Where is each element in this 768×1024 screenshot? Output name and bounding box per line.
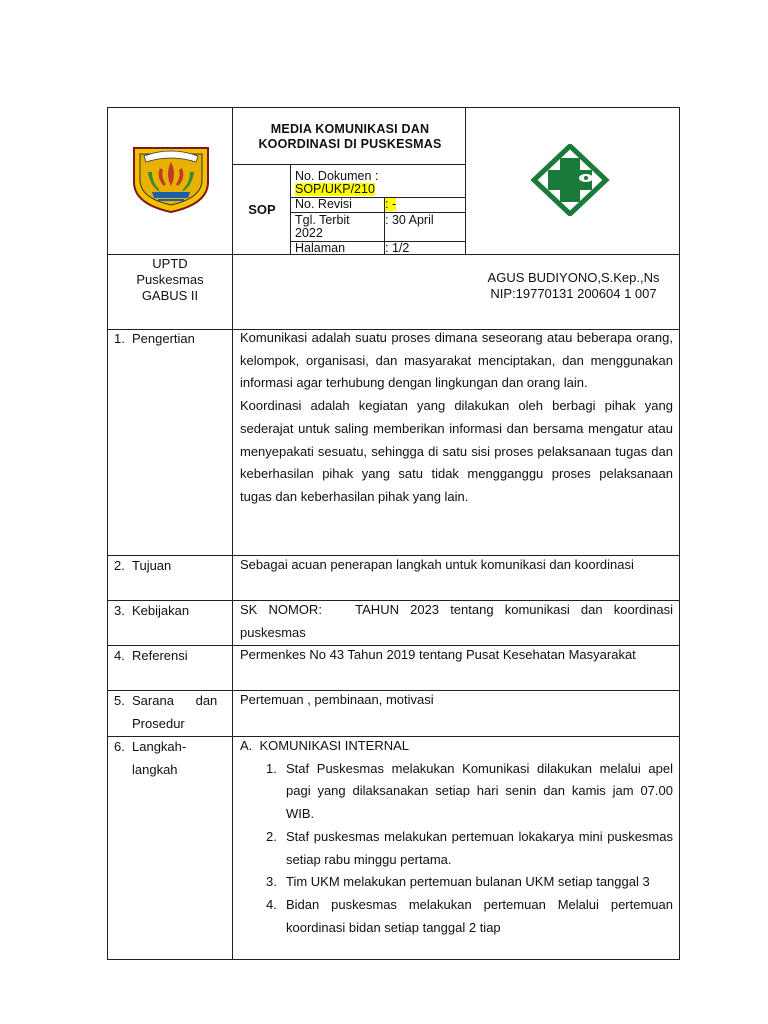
signer-name: AGUS BUDIYONO,S.Kep.,Ns [487,270,660,285]
section-label-tujuan [114,554,228,577]
list-number: 4. [266,896,277,912]
meta-key: 2022 [295,226,323,240]
list-text: Staf Puskesmas melakukan Komunikasi dilakukan melalui apel pagi yang dilaksanakan setiap hari senin dan kamis jam 07.00 WIB. [286,760,673,822]
list-number: 3. [266,874,277,890]
sop-label: SOP [248,202,276,217]
section-title: Tujuan [132,558,172,573]
column-divider [232,329,233,959]
section-number: 2. [114,558,125,573]
list-item [240,758,673,826]
sop-header-table [107,107,680,330]
section-text-referensi: Permenkes No 43 Tahun 2019 tentang Pusat Kesehatan Masyarakat [240,647,636,662]
section-label-referensi [114,644,228,667]
regency-crest-icon [130,142,212,214]
section-text-tujuan: Sebagai acuan penerapan langkah untuk komunikasi dan koordinasi [240,557,634,572]
signer-block [466,270,681,302]
title-line: KOORDINASI DI PUSKESMAS [258,137,442,151]
meta-value: : - [385,197,397,211]
list-number: 1. [266,760,277,776]
sop-content-table [107,329,680,960]
section-label-langkah [114,735,228,781]
section-label-kebijakan [114,599,228,622]
org-line: GABUS II [141,288,199,303]
section-number: 3. [114,603,125,618]
list-item [240,871,673,894]
header-divider [232,108,233,330]
puskesmas-cross-icon [530,144,610,216]
section-number: 1. [114,331,125,346]
meta-key: No. Dokumen : [295,169,379,183]
section-title: Langkah- [132,739,187,754]
section-text-pengertian [240,327,673,509]
list-text: Staf puskesmas melakukan pertemuan lokakarya mini puskesmas setiap rabu minggu pertama. [286,828,673,867]
section-label-pengertian [114,327,228,350]
organization-name [108,256,232,304]
section-text-langkah [240,735,673,939]
list-item [240,894,673,939]
meta-key: Halaman [295,241,346,255]
section-text-kebijakan: SK NOMOR: TAHUN 2023 tentang komunikasi dan koordinasi puskesmas [240,602,677,640]
section-text-sarana: Pertemuan , pembinaan, motivasi [240,692,434,707]
section-title: Referensi [132,648,188,663]
section-title: Pengertian [132,331,195,346]
org-line: UPTD [152,256,188,271]
section-title: langkah [132,762,178,777]
document-title [234,122,466,152]
meta-key: No. Revisi [295,197,352,211]
section-title: Sarana dan [132,693,218,708]
list-text: Bidan puskesmas melakukan pertemuan Melalui pertemuan koordinasi bidan setiap tanggal 2 tiap [286,896,673,935]
paragraph: Koordinasi adalah kegiatan yang dilakukan oleh berbagi pihak yang sederajat untuk saling memberikan informasi dan bersama mengatur atau menyepakati sesuatu, sehingga di satu sisi proses pelaksanaan tugas dan keberhasilan pihak yang satu tidak mengganggu proses pelaksanaan tugas dan keberhasilan pihak yang lain. [240,398,673,504]
subsection-heading: A. KOMUNIKASI INTERNAL [240,738,410,753]
list-item [240,826,673,871]
list-number: 2. [266,828,277,844]
title-line: MEDIA KOMUNIKASI DAN [270,122,430,136]
list-text: Tim UKM melakukan pertemuan bulanan UKM setiap tanggal 3 [286,874,650,890]
paragraph: Komunikasi adalah suatu proses dimana seseorang atau beberapa orang, kelompok, organisasi, dan masyarakat menciptakan, dan menggunakan informasi agar terhubung dengan lingkungan dan orang lain. [240,330,673,391]
section-title: Kebijakan [132,603,190,618]
section-number: 5. [114,693,125,708]
meta-doc-number-value: SOP/UKP/210 [295,182,375,196]
meta-key: Tgl. Terbit [295,213,350,227]
meta-value: : 30 April [385,213,434,227]
org-line: Puskesmas [136,272,204,287]
signer-nip: NIP:19770131 200604 1 007 [490,286,657,301]
header-divider [232,164,465,165]
meta-value: : 1/2 [385,241,410,255]
section-title: Prosedur [132,716,185,731]
section-label-sarana [114,689,228,735]
section-number: 6. [114,739,125,754]
section-number: 4. [114,648,125,663]
